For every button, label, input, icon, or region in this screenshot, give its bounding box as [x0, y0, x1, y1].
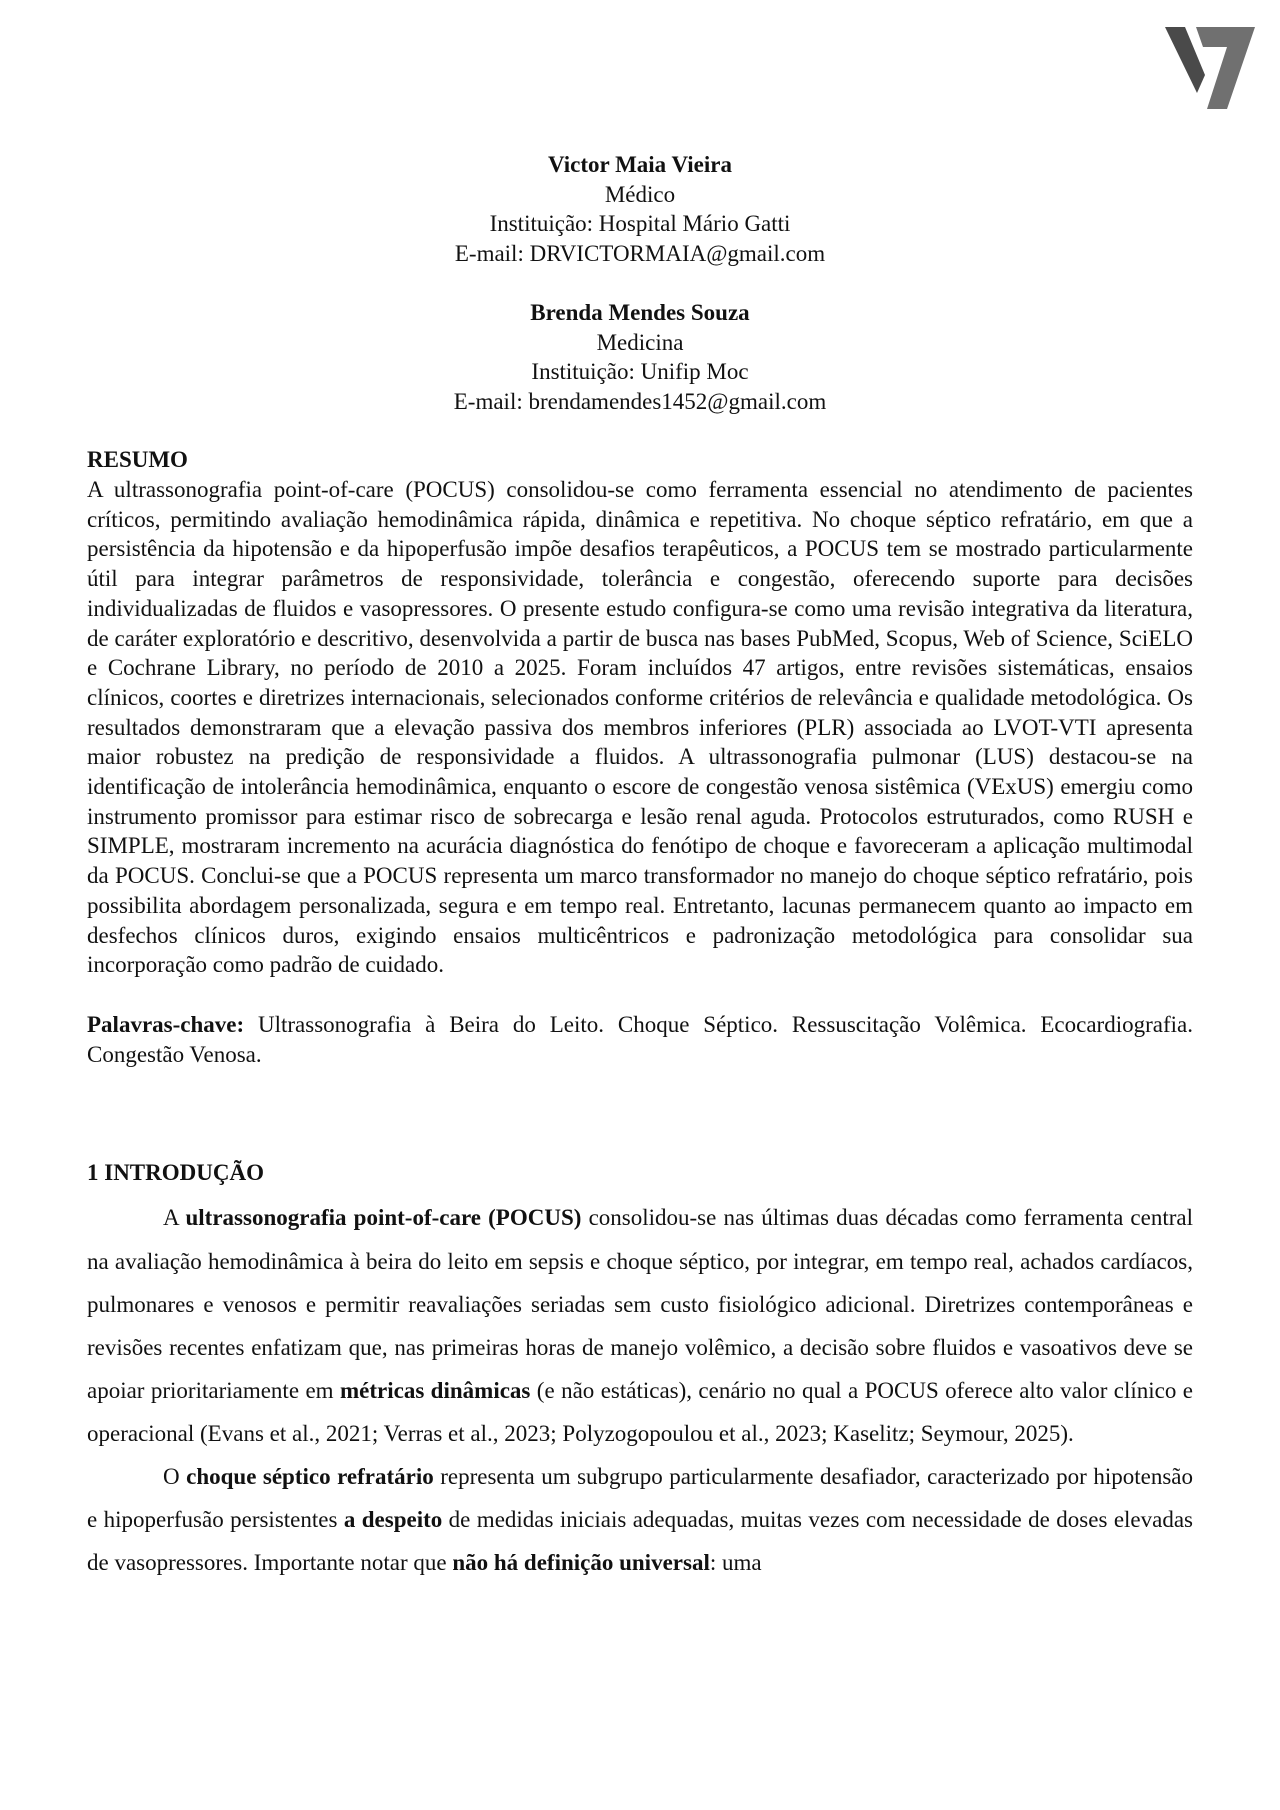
- abstract-heading: RESUMO: [87, 447, 188, 473]
- keywords-label: Palavras-chave:: [87, 1012, 245, 1037]
- author-role: Médico: [604, 181, 676, 207]
- body-text: (e não estáticas), cenário no qual a POCUS oferece alto valor clínico e operacional (Evans et al., 2021; Verras et al., 2023; Polyzogopoulou et al., 2023; Kaselitz; Seymour, 2025).: [87, 1377, 1194, 1446]
- keywords-text: Ultrassonografia à Beira do Leito. Choque Séptico. Ressuscitação Volêmica. Ecocardiografia. Congestão Venosa.: [87, 1012, 1193, 1067]
- abstract-text: A ultrassonografia point-of-care (POCUS) consolidou-se como ferramenta essencial no atendimento de pacientes críticos, permitindo avaliação hemodinâmica rápida, dinâmica e repetitiva. No choque séptico refratário, em que a persistência da hipotensão e da hipoperfusão impõe desafios terapêuticos, a POCUS tem se mostrado particularmente útil para integrar parâmetros de responsividade, tolerância e congestão, oferecendo suporte para decisões individualizadas de fluidos e vasopressores. O presente estudo configura-se como uma revisão integrativa da literatura, de caráter exploratório e descritivo, desenvolvida a partir de busca nas bases PubMed, Scopus, Web of Science, SciELO e Cochrane Library, no período de 2010 a 2025. Foram incluídos 47 artigos, entre revisões sistemáticas, ensaios clínicos, coortes e diretrizes internacionais, selecionados conforme critérios de relevância e qualidade metodológica. Os resultados demonstraram que a elevação passiva dos membros inferiores (PLR) associada ao LVOT-VTI apresenta maior robustez na predição de responsividade a fluidos. A ultrassonografia pulmonar (LUS) destacou-se na identificação de intolerância hemodinâmica, enquanto o escore de congestão venosa sistêmica (VExUS) emergiu como instrumento promissor para estimar risco de sobrecarga e lesão renal aguda. Protocolos estruturados, como RUSH e SIMPLE, mostraram incremento na acurácia diagnóstica do fenótipo de choque e favoreceram a aplicação multimodal da POCUS. Conclui-se que a POCUS representa um marco transformador no manejo do choque séptico refratário, pois possibilita abordagem personalizada, segura e em tempo real. Entretanto, lacunas permanecem quanto ao impacto em desfechos clínicos duros, exigindo ensaios multicêntricos e padronização metodológica para consolidar sua incorporação como padrão de cuidado.: [87, 477, 1193, 978]
- body-text: : uma: [709, 1550, 762, 1576]
- author-block: [87, 150, 1193, 268]
- abstract-section: [87, 445, 1193, 980]
- author-email: E-mail: brendamendes1452@gmail.com: [453, 388, 827, 414]
- section-heading-introduction: 1 INTRODUÇÃO: [87, 1160, 264, 1186]
- intro-paragraph: [87, 1455, 1193, 1584]
- v7-logo-icon: [1165, 25, 1265, 113]
- keywords: [87, 1010, 1193, 1069]
- author-block: [87, 298, 1193, 416]
- body-text: de medidas iniciais adequadas, muitas vezes com necessidade de doses elevadas de vasopressores. Importante notar que: [87, 1507, 1193, 1576]
- body-text: consolidou-se nas últimas duas décadas como ferramenta central na avaliação hemodinâmica à beira do leito em sepsis e choque séptico, por integrar, em tempo real, achados cardíacos, pulmonares e venosos e permitir reavaliações seriadas sem custo fisiológico adicional. Diretrizes contemporâneas e revisões recentes enfatizam que, nas primeiras horas de manejo volêmico, a decisão sobre fluidos e vasoativos deve se apoiar prioritariamente em: [87, 1205, 1193, 1403]
- body-text: representa um subgrupo particularmente desafiador, caracterizado por hipotensão e hipoperfusão persistentes: [87, 1463, 1193, 1533]
- author-email: E-mail: DRVICTORMAIA@gmail.com: [454, 240, 826, 266]
- author-name: Brenda Mendes Souza: [530, 299, 750, 325]
- document-page: [87, 150, 1193, 1584]
- logo-left-stroke: [1165, 27, 1205, 93]
- body-text: A: [163, 1205, 186, 1231]
- emphasized-text: ultrassonografia point-of-care (POCUS): [185, 1205, 582, 1231]
- author-institution: Instituição: Hospital Mário Gatti: [489, 211, 791, 237]
- introduction-body: [87, 1196, 1193, 1584]
- intro-paragraph: [87, 1196, 1193, 1455]
- emphasized-text: choque séptico refratário: [186, 1463, 434, 1489]
- author-name: Victor Maia Vieira: [548, 152, 732, 177]
- emphasized-text: métricas dinâmicas: [339, 1377, 531, 1403]
- author-role: Medicina: [596, 329, 684, 355]
- emphasized-text: não há definição universal: [452, 1550, 710, 1576]
- author-institution: Instituição: Unifip Moc: [531, 359, 749, 385]
- body-text: O: [163, 1463, 187, 1489]
- emphasized-text: a despeito: [343, 1507, 443, 1533]
- logo-right-stroke: [1196, 27, 1255, 109]
